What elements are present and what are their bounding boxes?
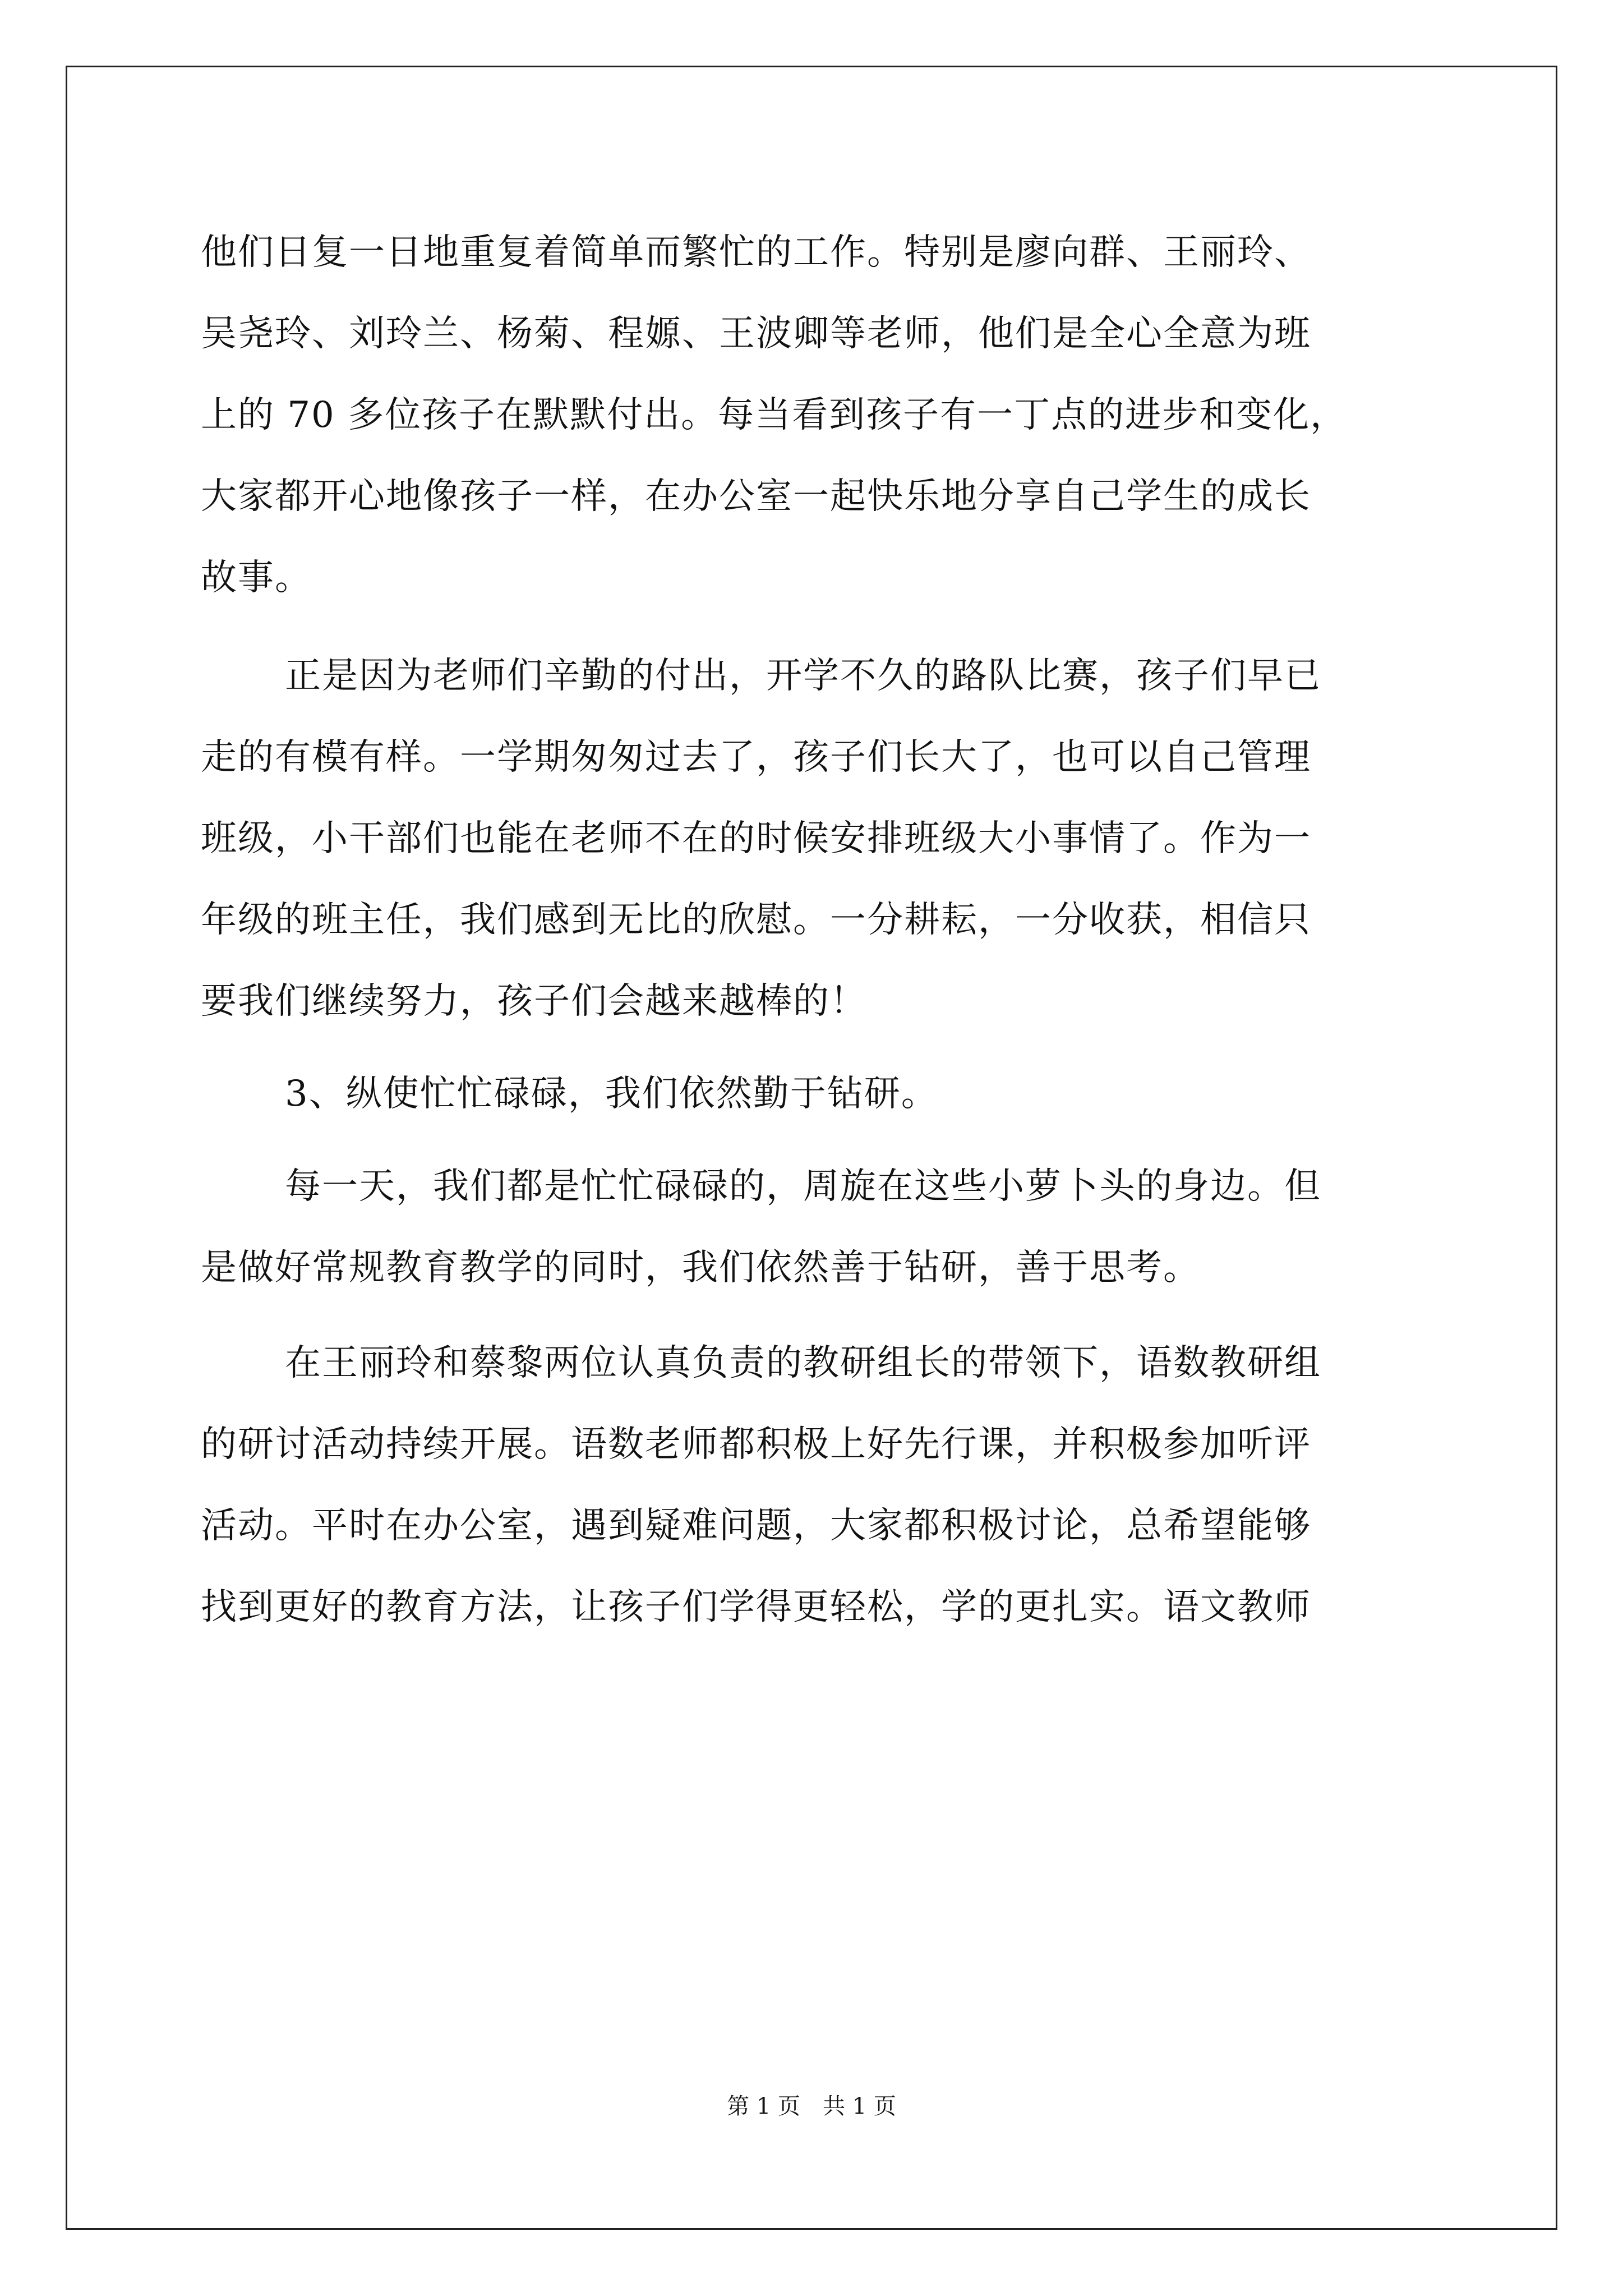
text-line: 年级的班主任，我们感到无比的欣慰。一分耕耘，一分收获，相信只	[201, 899, 1311, 941]
text-line: 每一天，我们都是忙忙碌碌的，周旋在这些小萝卜头的身边。但	[285, 1166, 1321, 1207]
text-line: 的研讨活动持续开展。语数老师都积极上好先行课，并积极参加听评	[201, 1424, 1311, 1465]
text-line: 正是因为老师们辛勤的付出，开学不久的路队比赛，孩子们早已	[285, 655, 1321, 697]
text-line: 找到更好的教育方法，让孩子们学得更轻松，学的更扎实。语文教师	[201, 1586, 1311, 1628]
page-footer: 第 1 页 共 1 页	[727, 2093, 896, 2119]
section-heading: 3、纵使忙忙碌碌，我们依然勤于钻研。	[285, 1073, 938, 1115]
text-line: 他们日复一日地重复着简单而繁忙的工作。特别是廖向群、王丽玲、	[201, 232, 1311, 273]
text-line: 大家都开心地像孩子一样，在办公室一起快乐地分享自己学生的成长	[201, 476, 1311, 517]
text-line: 班级，小干部们也能在老师不在的时候安排班级大小事情了。作为一	[201, 818, 1311, 859]
text-line: 是做好常规教育教学的同时，我们依然善于钻研，善于思考。	[201, 1247, 1200, 1289]
text-line: 走的有模有样。一学期匆匆过去了，孩子们长大了，也可以自己管理	[201, 737, 1311, 778]
text-line: 吴尧玲、刘玲兰、杨菊、程嫄、王波卿等老师，他们是全心全意为班	[201, 313, 1311, 355]
text-line: 上的 70 多位孩子在默默付出。每当看到孩子有一丁点的进步和变化，	[201, 394, 1348, 436]
text-line: 故事。	[201, 557, 312, 599]
text-line: 要我们继续努力，孩子们会越来越棒的！	[201, 981, 867, 1022]
text-line: 在王丽玲和蔡黎两位认真负责的教研组长的带领下，语数教研组	[285, 1342, 1321, 1384]
text-line: 活动。平时在办公室，遇到疑难问题，大家都积极讨论，总希望能够	[201, 1505, 1311, 1547]
